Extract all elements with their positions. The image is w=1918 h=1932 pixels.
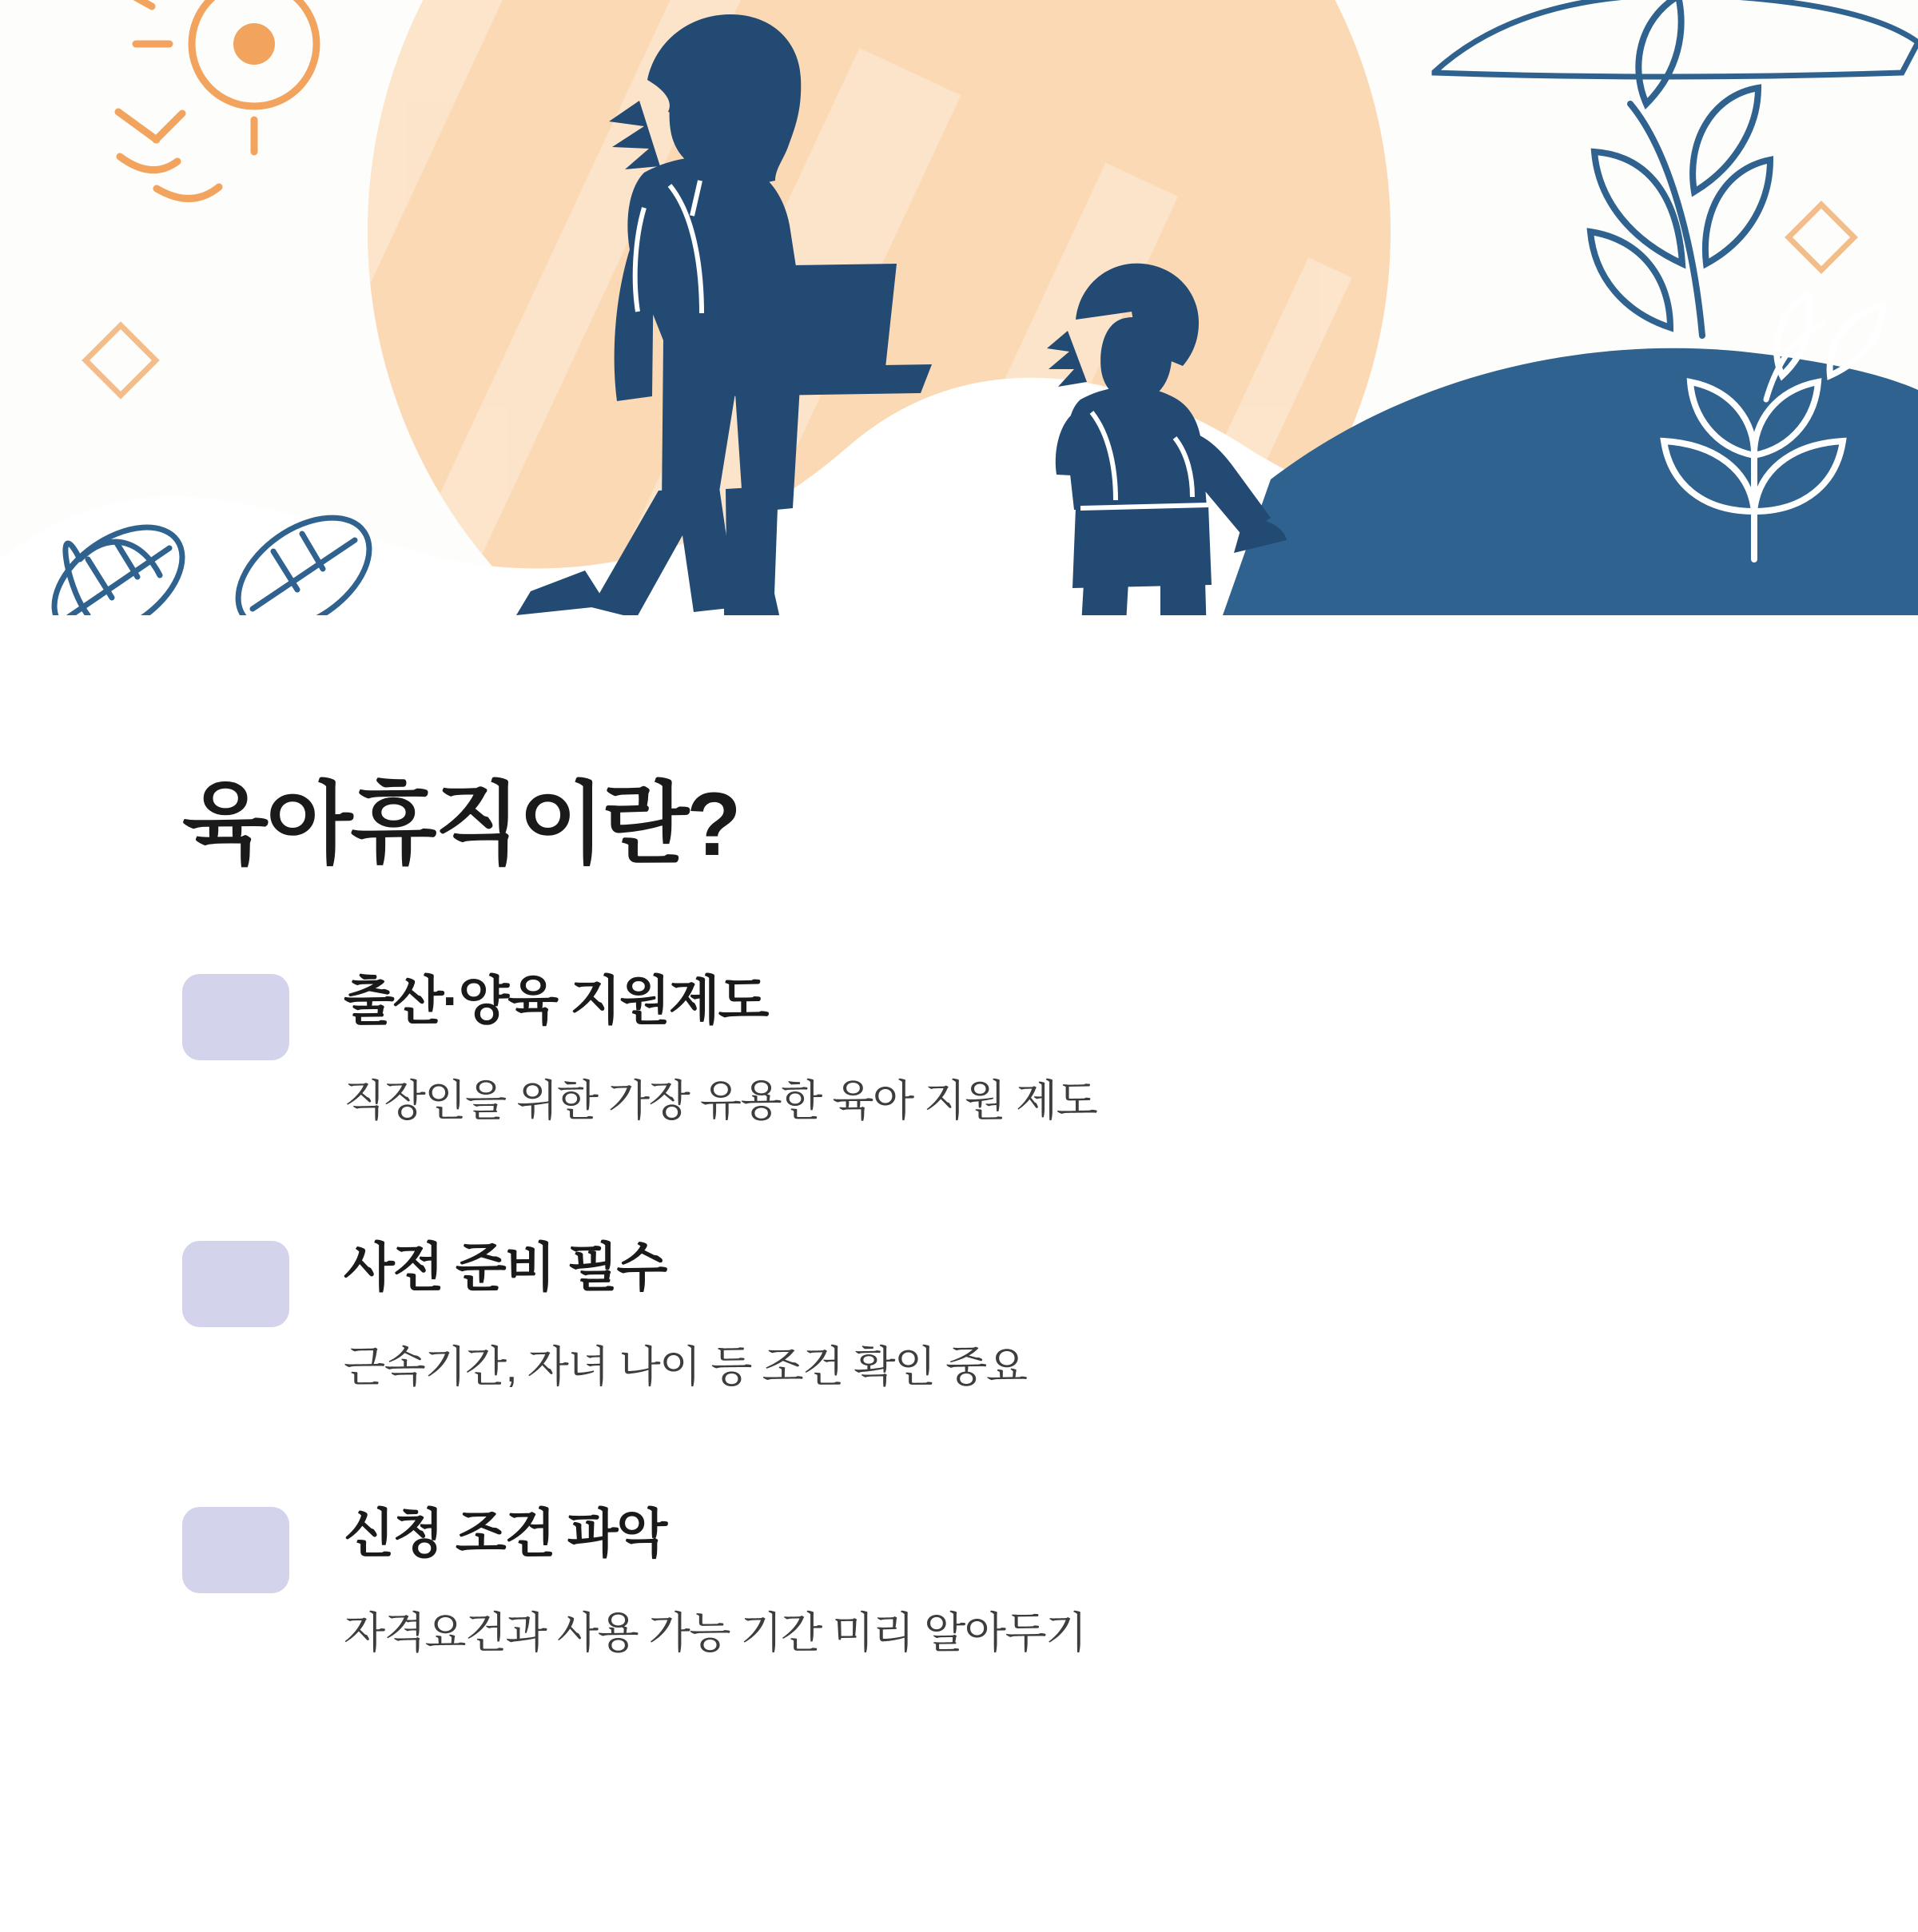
bullet-square-icon bbox=[182, 1241, 289, 1327]
feature-heading: 사전 준비 필수 bbox=[344, 1237, 667, 1297]
list-item bbox=[182, 1234, 1918, 1397]
feature-text-block bbox=[344, 1234, 1026, 1397]
list-item bbox=[182, 1501, 1918, 1663]
feature-description: 자격요건과 사용 가능 기간 미리 알아두기 bbox=[344, 1609, 1086, 1658]
feature-description: 직장인을 위한 가장 유용한 육아 지원 제도 bbox=[344, 1076, 1097, 1125]
list-item bbox=[182, 968, 1918, 1130]
page-title: 육아휴직이란? bbox=[182, 774, 739, 874]
bullet-square-icon bbox=[182, 1507, 289, 1593]
feature-list bbox=[182, 968, 1918, 1663]
feature-text-block bbox=[344, 1501, 1086, 1663]
feature-heading: 신청 조건 파악 bbox=[344, 1503, 667, 1563]
hero-illustration bbox=[0, 0, 1918, 615]
feature-description: 근속기간, 자녀 나이 등 조건 확인 중요 bbox=[344, 1343, 1027, 1392]
feature-text-block bbox=[344, 968, 1096, 1130]
hero-illustration-svg bbox=[0, 0, 1918, 615]
feature-heading: 출산·양육 지원제도 bbox=[344, 971, 768, 1031]
content-area bbox=[0, 615, 1918, 1663]
bullet-square-icon bbox=[182, 974, 289, 1060]
